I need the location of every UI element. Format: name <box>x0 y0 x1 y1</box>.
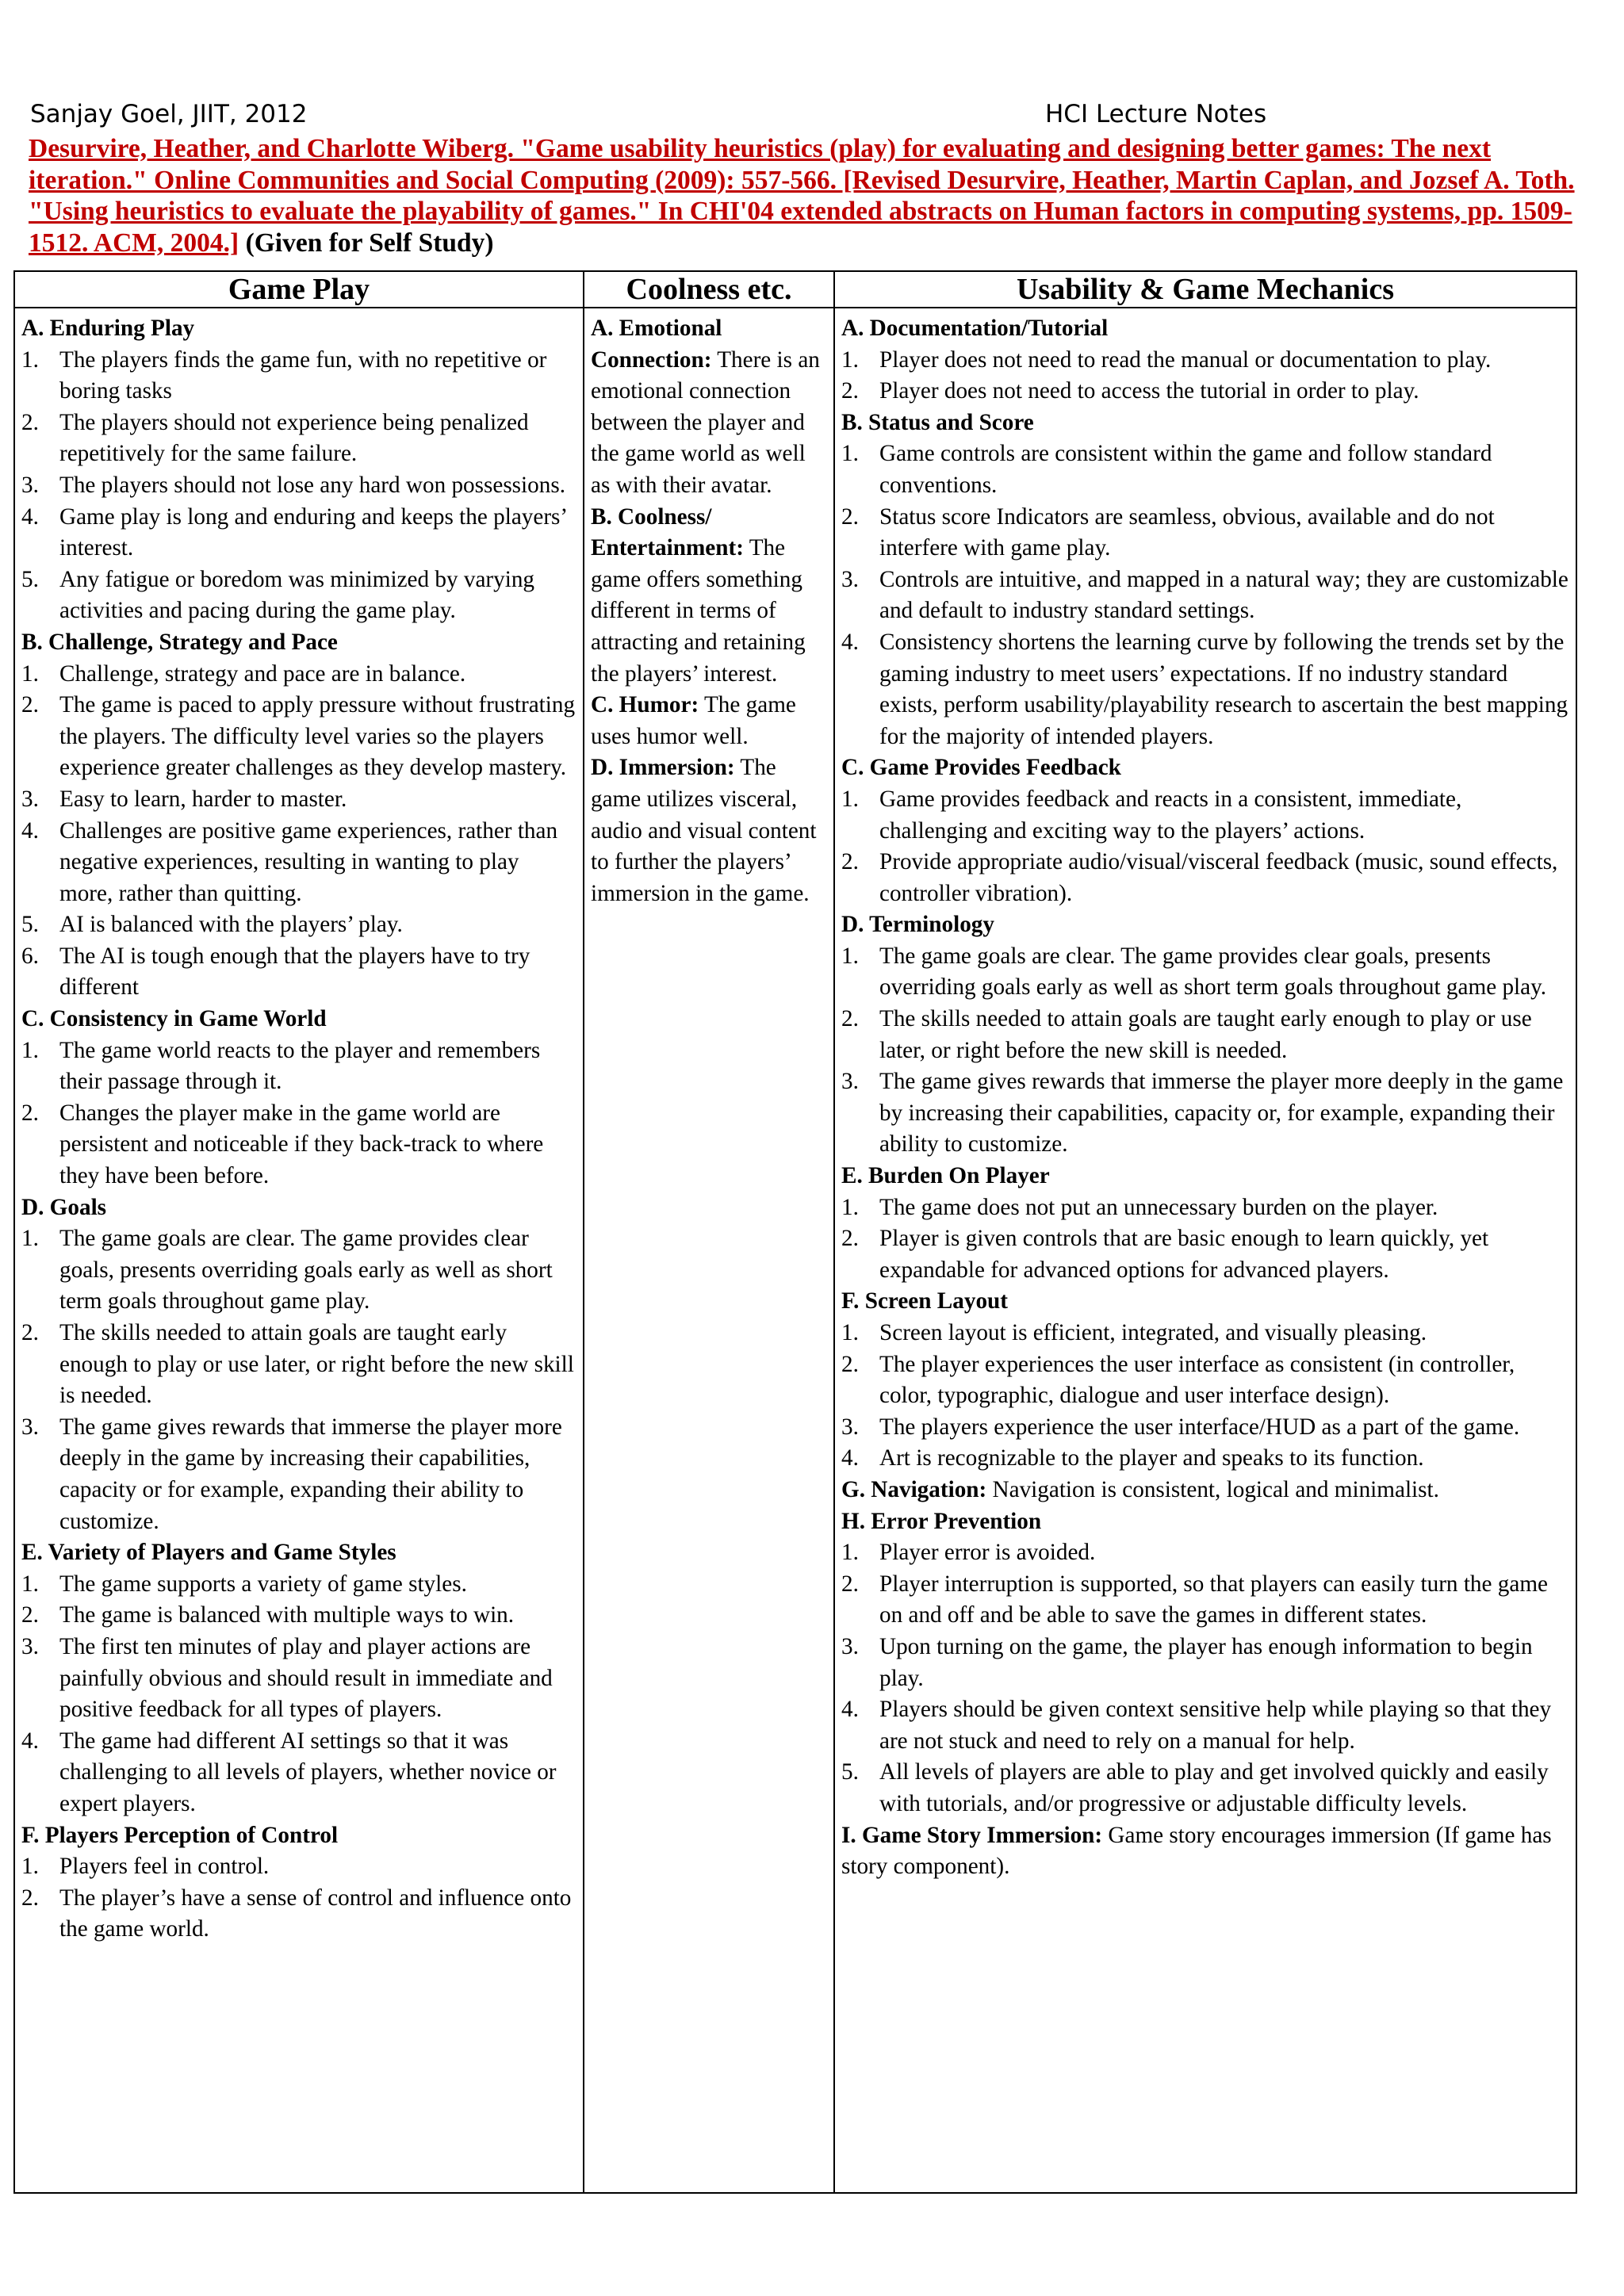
list-item <box>841 941 1569 1004</box>
list-item-text: Player error is avoided. <box>879 1540 1096 1566</box>
citation-note: (Given for Self Study) <box>245 228 494 258</box>
list-number: 5. <box>21 566 39 592</box>
list-item <box>21 1851 576 1883</box>
coolness-cell <box>584 308 834 2193</box>
section <box>841 1820 1569 1883</box>
list-item-text: The game world reacts to the player and remembers their passage through it. <box>59 1037 541 1095</box>
list-item <box>21 1223 576 1318</box>
list-number: 5. <box>21 912 39 938</box>
list-item-text: Players feel in control. <box>59 1854 270 1880</box>
list-item-text: Screen layout is efficient, integrated, and visually pleasing. <box>879 1320 1427 1345</box>
numbered-list <box>21 1569 576 1820</box>
table-body-row <box>14 308 1576 2193</box>
list-number: 1. <box>841 1194 859 1220</box>
list-item-text: Game provides feedback and reacts in a consistent, immediate, challenging and exciting way to the players’ actions. <box>879 786 1462 844</box>
column-header-coolness: Coolness etc. <box>584 271 834 308</box>
list-item-text: Players should be given context sensitive help while playing so that they are not stuck and need to rely on a manual for help. <box>879 1697 1552 1754</box>
list-item-text: The player experiences the user interface as consistent (in controller, color, typographic, dialogue and user interface design). <box>879 1351 1515 1409</box>
list-item <box>841 1537 1569 1569</box>
coolness-title: A. Emotional Connection: <box>591 316 722 373</box>
list-item <box>841 1066 1569 1161</box>
numbered-list <box>21 345 576 627</box>
section-title: E. Burden On Player <box>841 1163 1050 1189</box>
numbered-list <box>21 1223 576 1537</box>
column-header-game-play: Game Play <box>14 271 584 308</box>
list-number: 1. <box>21 1037 39 1063</box>
section-title: B. Challenge, Strategy and Pace <box>21 629 338 655</box>
section <box>21 1192 576 1538</box>
list-item <box>841 1569 1569 1632</box>
section-title-line <box>841 313 1569 345</box>
list-number: 1. <box>841 441 859 467</box>
list-number: 4. <box>841 629 859 655</box>
section <box>21 627 576 1004</box>
section-title: D. Terminology <box>841 912 994 938</box>
list-number: 1. <box>21 346 39 373</box>
list-number: 1. <box>841 943 859 969</box>
section-title-line <box>841 909 1569 941</box>
list-item-text: The first ten minutes of play and player actions are painfully obvious and should result in immediate and positive feedback for all types of players. <box>59 1633 553 1723</box>
list-number: 3. <box>841 1414 859 1440</box>
list-number: 2. <box>841 849 859 875</box>
list-item-text: The game had different AI settings so that it was challenging to all levels of players, whether novice or expert players. <box>59 1728 557 1816</box>
list-item-text: Status score Indicators are seamless, obvious, available and do not interfere with game play. <box>879 503 1495 561</box>
numbered-list <box>841 784 1569 909</box>
section-title: E. Variety of Players and Game Styles <box>21 1540 396 1566</box>
list-number: 2. <box>21 1100 39 1126</box>
list-item <box>21 941 576 1004</box>
list-item-text: Controls are intuitive, and mapped in a natural way; they are customizable and default to industry standard settings. <box>879 566 1568 624</box>
section-title: H. Error Prevention <box>841 1508 1042 1534</box>
list-item-text: AI is balanced with the players’ play. <box>59 912 403 938</box>
section <box>841 1286 1569 1475</box>
list-item <box>841 1223 1569 1286</box>
list-number: 3. <box>841 566 859 592</box>
coolness-text: The game uses humor well. <box>591 692 796 749</box>
list-item-text: Any fatigue or boredom was minimized by varying activities and pacing during the game play. <box>59 566 535 624</box>
list-number: 2. <box>21 1602 39 1628</box>
section <box>841 752 1569 909</box>
section <box>841 1475 1569 1506</box>
list-item <box>21 1883 576 1946</box>
list-item <box>21 345 576 408</box>
list-item <box>21 1318 576 1412</box>
coolness-title: D. Immersion: <box>591 755 735 781</box>
section-title-line <box>21 627 576 659</box>
section-title-line <box>21 313 576 345</box>
list-item-text: Challenges are positive game experiences, rather than negative experiences, resulting in wanting to play more, rather than quitting. <box>59 817 558 906</box>
list-number: 2. <box>841 378 859 404</box>
list-number: 3. <box>841 1069 859 1095</box>
list-number: 3. <box>21 1414 39 1440</box>
list-number: 4. <box>21 503 39 530</box>
numbered-list <box>841 1318 1569 1475</box>
list-item-text: The game is paced to apply pressure without frustrating the players. The difficulty level varies so the players experience greater challenges as they develop mastery. <box>59 692 576 781</box>
section-inline-text: Navigation is consistent, logical and minimalist. <box>986 1476 1439 1502</box>
list-item-text: Consistency shortens the learning curve by following the trends set by the gaming industry to meet users’ expectations. If no industry standard exists, perform usability/playability research to ascertain the best mapping for the majority of intended players. <box>879 629 1568 749</box>
list-item-text: Game play is long and enduring and keeps the players’ interest. <box>59 503 566 561</box>
list-number: 1. <box>21 1854 39 1880</box>
numbered-list <box>841 1192 1569 1287</box>
section <box>841 313 1569 408</box>
list-item <box>841 345 1569 377</box>
list-item <box>21 470 576 502</box>
list-item-text: The player’s have a sense of control and influence onto the game world. <box>59 1885 572 1942</box>
list-item-text: The game gives rewards that immerse the player more deeply in the game by increasing their capabilities, capacity or for example, expanding their ability to customize. <box>59 1414 562 1534</box>
section-title-line <box>21 1820 576 1852</box>
table-header-row <box>14 271 1576 308</box>
header-course: HCI Lecture Notes <box>1045 100 1267 128</box>
section-title: C. Consistency in Game World <box>21 1006 327 1032</box>
list-item <box>841 1004 1569 1066</box>
list-item-text: Player interruption is supported, so that players can easily turn the game on and off and be able to save the games in different states. <box>879 1571 1548 1628</box>
numbered-list <box>841 941 1569 1161</box>
list-number: 1. <box>841 1540 859 1566</box>
list-number: 2. <box>841 1226 859 1252</box>
list-item-text: The game is balanced with multiple ways to win. <box>59 1602 515 1628</box>
list-item-text: The players should not experience being penalized repetitively for the same failure. <box>59 409 529 467</box>
game-play-cell <box>14 308 584 2193</box>
list-item-text: The game goals are clear. The game provides clear goals, presents overriding goals early as well as short term goals throughout game play. <box>59 1226 553 1314</box>
list-number: 2. <box>841 1571 859 1597</box>
list-item-text: The AI is tough enough that the players have to try different <box>59 943 530 1001</box>
list-item <box>841 784 1569 847</box>
list-number: 2. <box>21 692 39 718</box>
numbered-list <box>21 1851 576 1946</box>
section-title-line <box>841 1506 1569 1538</box>
list-item <box>841 847 1569 909</box>
citation <box>29 133 1591 258</box>
list-item <box>841 627 1569 752</box>
coolness-item <box>591 313 827 502</box>
section-title-line <box>841 1475 1569 1506</box>
list-item-text: Upon turning on the game, the player has enough information to begin play. <box>879 1633 1533 1691</box>
numbered-list <box>841 438 1569 752</box>
list-item-text: Player does not need to access the tutorial in order to play. <box>879 378 1419 404</box>
section-title-line <box>21 1004 576 1035</box>
list-item-text: Changes the player make in the game world are persistent and noticeable if they back-track to where they have been before. <box>59 1100 544 1189</box>
section-title-line <box>841 1286 1569 1318</box>
list-number: 1. <box>21 1571 39 1597</box>
list-item-text: Challenge, strategy and pace are in balance. <box>59 660 466 687</box>
list-number: 1. <box>21 660 39 687</box>
section-title: F. Players Perception of Control <box>21 1822 339 1848</box>
list-item <box>841 1192 1569 1224</box>
list-item <box>21 659 576 691</box>
coolness-item <box>591 752 827 909</box>
list-number: 4. <box>841 1445 859 1471</box>
section <box>841 1506 1569 1820</box>
section <box>841 909 1569 1161</box>
header-author: Sanjay Goel, JIIT, 2012 <box>30 100 308 128</box>
list-number: 4. <box>21 817 39 844</box>
section-title-line <box>21 1537 576 1569</box>
section <box>21 1537 576 1820</box>
list-number: 1. <box>21 1226 39 1252</box>
list-number: 2. <box>21 1885 39 1911</box>
section-inline-text: Game story encourages immersion (If game has story component). <box>841 1822 1552 1880</box>
list-item <box>21 909 576 941</box>
section <box>841 408 1569 753</box>
list-item-text: The players finds the game fun, with no repetitive or boring tasks <box>59 346 547 404</box>
section-title-line <box>21 1192 576 1224</box>
section-title: B. Status and Score <box>841 409 1034 435</box>
list-item-text: The game gives rewards that immerse the player more deeply in the game by increasing their capabilities, capacity or, for example, expanding their ability to customize. <box>879 1069 1564 1158</box>
list-number: 3. <box>21 472 39 498</box>
list-item-text: Player is given controls that are basic enough to learn quickly, yet expandable for advanced options for advanced players. <box>879 1226 1489 1283</box>
list-item <box>841 1349 1569 1412</box>
citation-text: Desurvire, Heather, and Charlotte Wiberg. "Game usability heuristics (play) for evaluating and designing better games: The next iteration." Online Communities and Social Computing (2009): 557-566. [Revised Desurvire, Heather, Martin Caplan, and Jozsef A. Toth. "Using heuristics to evaluate the playability of games." In CHI'04 extended abstracts on Human factors in computing systems, pp. 1509-1512. ACM, 2004.] <box>29 134 1575 258</box>
section <box>21 1820 576 1946</box>
coolness-text: The game utilizes visceral, audio and visual content to further the players’ immersion in the game. <box>591 755 817 906</box>
list-item-text: The players experience the user interface/HUD as a part of the game. <box>879 1414 1520 1440</box>
section-title: I. Game Story Immersion: <box>841 1822 1103 1848</box>
list-item-text: The game goals are clear. The game provides clear goals, presents overriding goals early as well as short term goals throughout game play. <box>879 943 1547 1001</box>
list-item <box>21 784 576 816</box>
list-item <box>841 376 1569 408</box>
list-item <box>841 502 1569 564</box>
list-item <box>841 1757 1569 1820</box>
numbered-list <box>21 1035 576 1192</box>
coolness-item <box>591 690 827 752</box>
section <box>21 313 576 627</box>
list-item <box>21 1035 576 1098</box>
list-number: 2. <box>841 1006 859 1032</box>
list-number: 4. <box>841 1697 859 1723</box>
list-item <box>21 1632 576 1726</box>
list-item <box>21 816 576 910</box>
list-item-text: Art is recognizable to the player and speaks to its function. <box>879 1445 1424 1471</box>
list-item <box>841 1443 1569 1475</box>
list-item <box>841 1412 1569 1444</box>
list-number: 2. <box>841 503 859 530</box>
section-title: F. Screen Layout <box>841 1288 1008 1314</box>
list-item-text: All levels of players are able to play and get involved quickly and easily with tutorials, and/or progressive or adjustable difficulty levels. <box>879 1759 1549 1816</box>
coolness-title: C. Humor: <box>591 692 699 718</box>
coolness-text: There is an emotional connection between the player and the game world as well as with their avatar. <box>591 346 820 498</box>
list-item <box>21 408 576 470</box>
list-item <box>21 1098 576 1192</box>
list-item-text: Easy to learn, harder to master. <box>59 786 347 812</box>
list-item <box>841 438 1569 501</box>
list-item <box>841 564 1569 627</box>
list-item <box>841 1694 1569 1757</box>
list-item-text: Player does not need to read the manual or documentation to play. <box>879 346 1492 373</box>
list-item <box>21 502 576 564</box>
section-title: G. Navigation: <box>841 1476 987 1502</box>
section-title-line <box>841 752 1569 784</box>
numbered-list <box>21 659 576 1004</box>
section-title: C. Game Provides Feedback <box>841 755 1121 781</box>
column-header-usability: Usability & Game Mechanics <box>834 271 1576 308</box>
list-number: 2. <box>841 1351 859 1377</box>
list-number: 3. <box>841 1633 859 1659</box>
list-number: 2. <box>21 409 39 435</box>
list-item-text: The game does not put an unnecessary burden on the player. <box>879 1194 1438 1220</box>
list-number: 6. <box>21 943 39 969</box>
section-title: A. Documentation/Tutorial <box>841 316 1109 341</box>
list-item <box>21 1600 576 1632</box>
list-number: 2. <box>21 1320 39 1345</box>
list-number: 4. <box>21 1728 39 1754</box>
coolness-text: The game offers something different in terms of attracting and retaining the players’ interest. <box>591 535 806 687</box>
usability-cell <box>834 308 1576 2193</box>
section <box>21 1004 576 1192</box>
list-number: 3. <box>21 1633 39 1659</box>
list-item <box>841 1632 1569 1694</box>
list-item <box>21 564 576 627</box>
section <box>841 1161 1569 1286</box>
list-item-text: The skills needed to attain goals are taught early enough to play or use later, or right before the new skill is needed. <box>59 1320 574 1409</box>
heuristics-table <box>13 270 1577 2194</box>
list-item <box>21 690 576 784</box>
section-title-line <box>841 1820 1569 1883</box>
list-item-text: The skills needed to attain goals are taught early enough to play or use later, or right before the new skill is needed. <box>879 1006 1532 1063</box>
list-number: 3. <box>21 786 39 812</box>
list-number: 1. <box>841 786 859 812</box>
coolness-title: B. Coolness/ Entertainment: <box>591 503 744 561</box>
section-title-line <box>841 408 1569 439</box>
list-number: 1. <box>841 346 859 373</box>
list-item-text: The players should not lose any hard won possessions. <box>59 472 565 498</box>
list-number: 1. <box>841 1320 859 1345</box>
list-item <box>841 1318 1569 1349</box>
list-item <box>21 1569 576 1601</box>
coolness-item <box>591 502 827 691</box>
list-item <box>21 1726 576 1820</box>
numbered-list <box>841 1537 1569 1820</box>
numbered-list <box>841 345 1569 408</box>
section-title-line <box>841 1161 1569 1192</box>
section-title: D. Goals <box>21 1194 107 1220</box>
list-item-text: Provide appropriate audio/visual/visceral feedback (music, sound effects, controller vibration). <box>879 849 1558 906</box>
section-title: A. Enduring Play <box>21 316 195 341</box>
list-number: 5. <box>841 1759 859 1785</box>
list-item-text: Game controls are consistent within the game and follow standard conventions. <box>879 441 1492 498</box>
list-item <box>21 1412 576 1537</box>
list-item-text: The game supports a variety of game styles. <box>59 1571 467 1597</box>
